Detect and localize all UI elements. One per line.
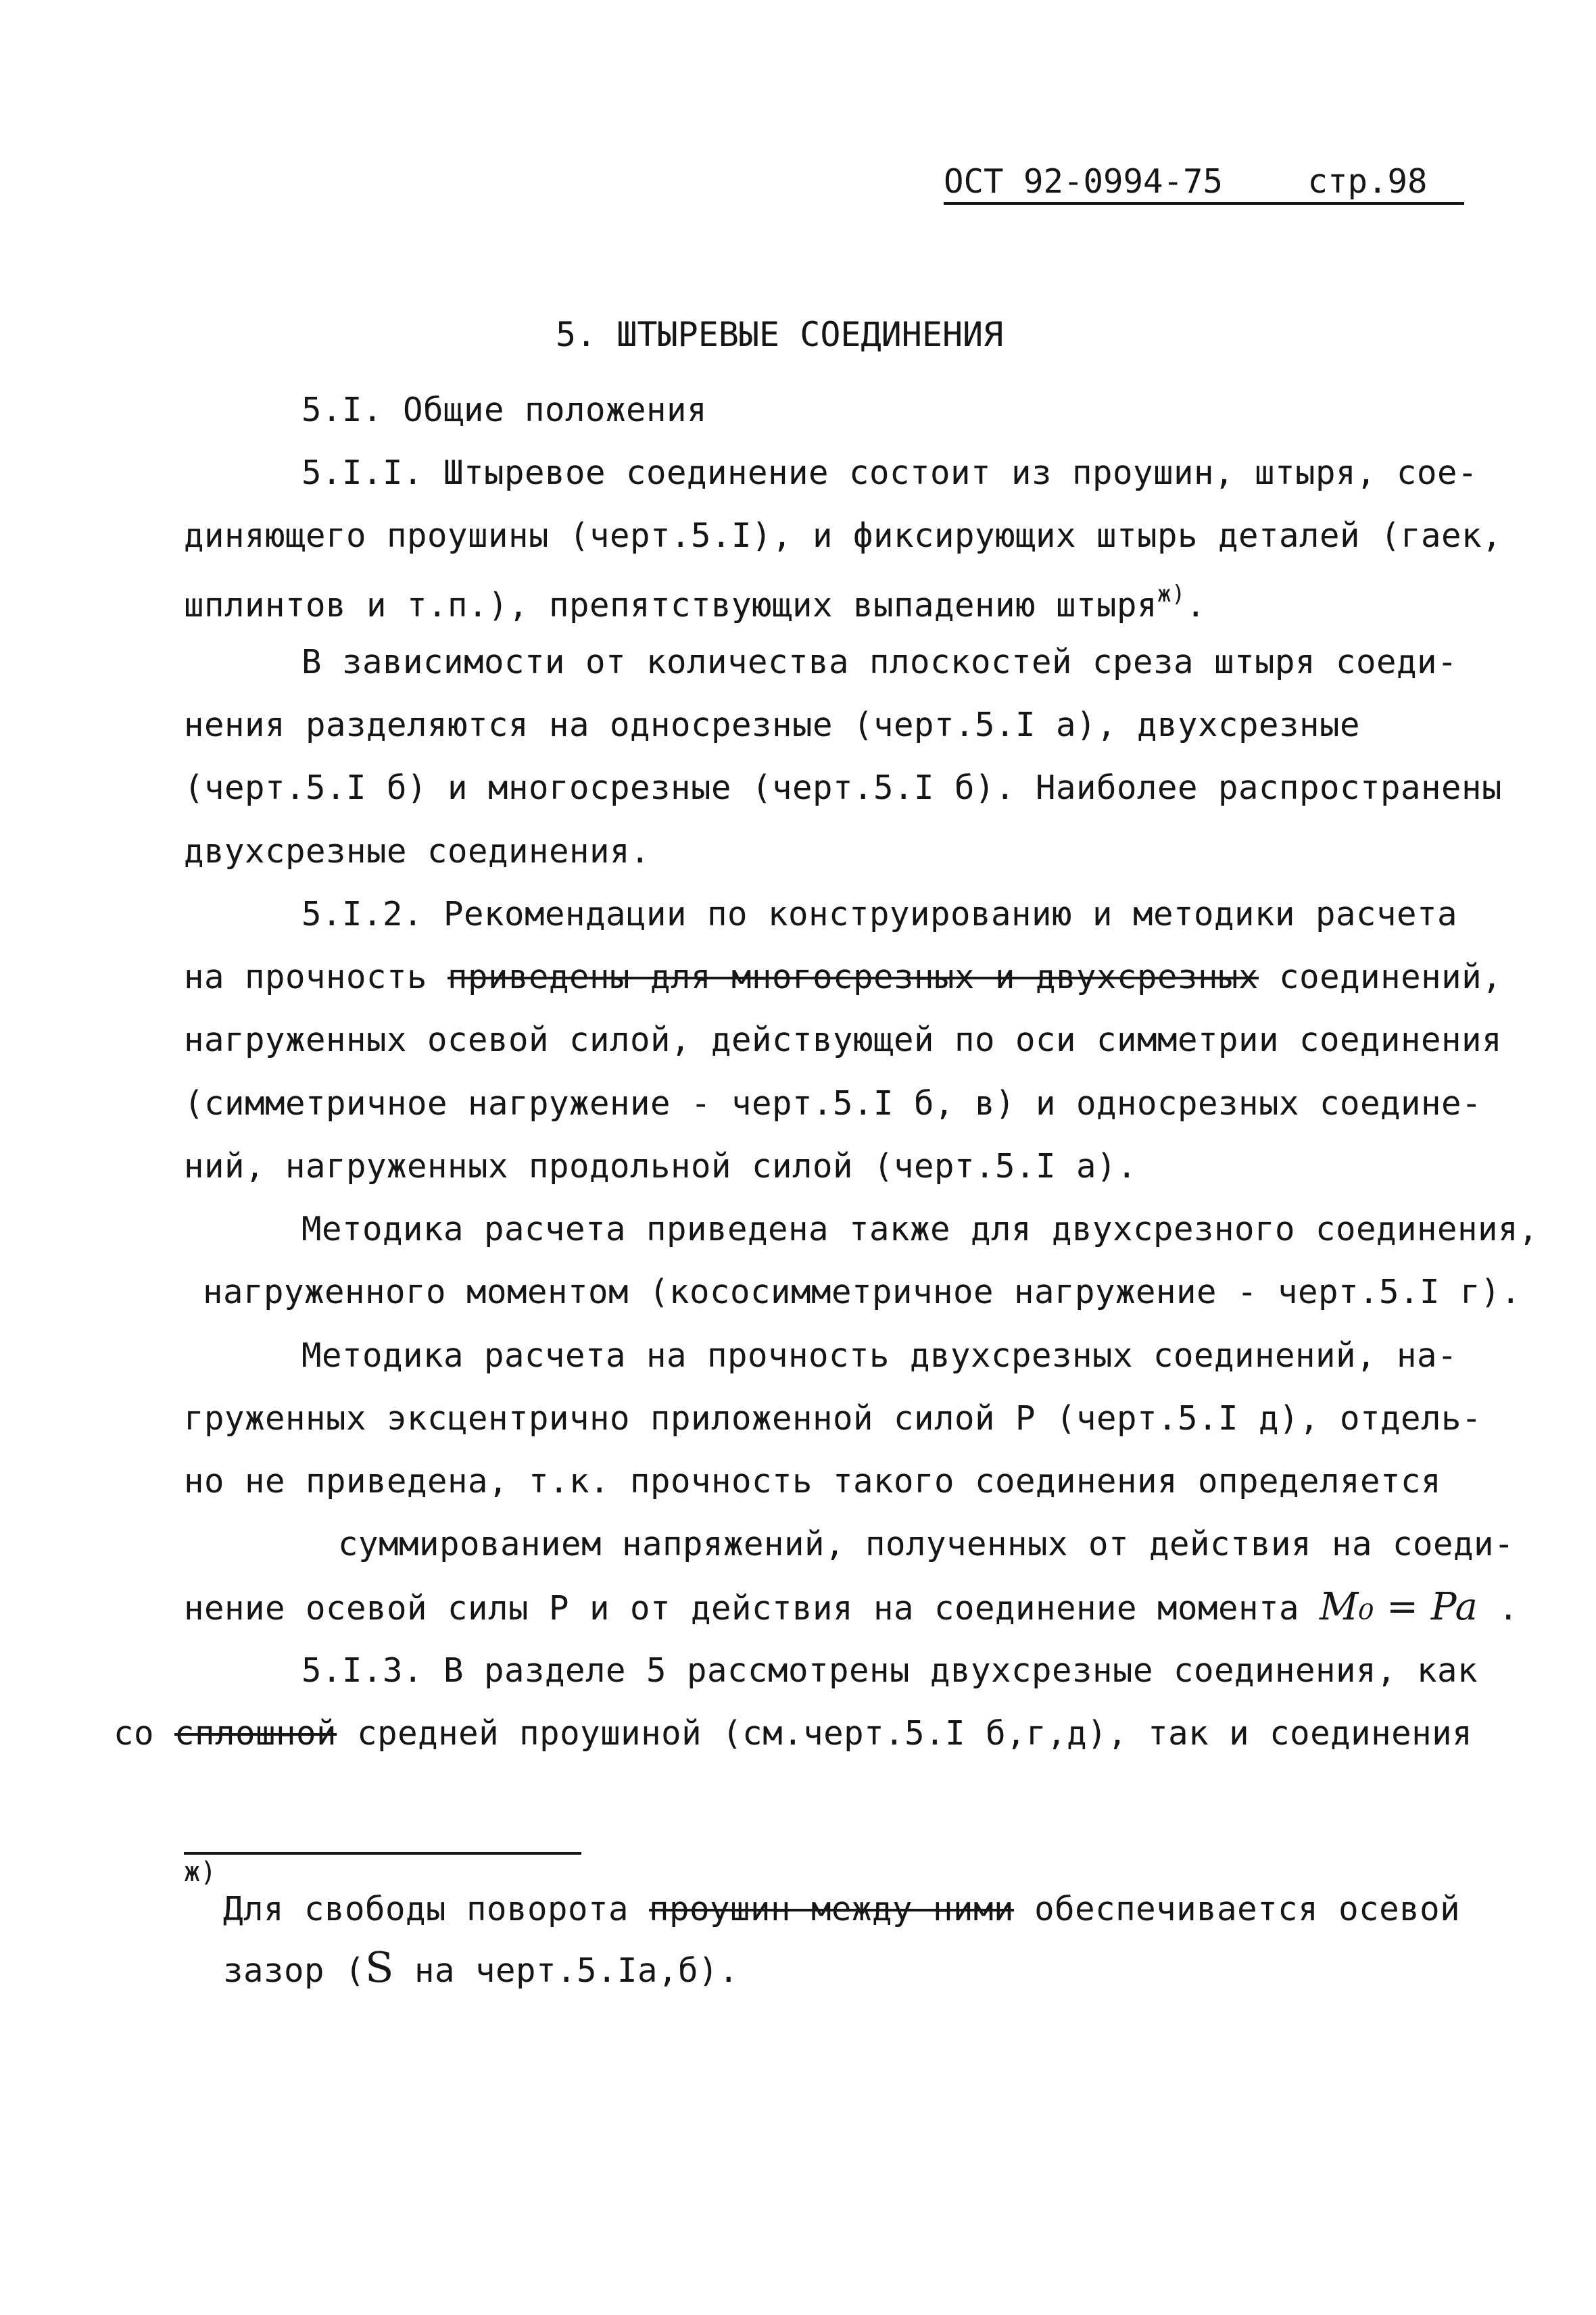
paragraph-line: нагруженных осевой силой, действующей по оси симметрии соединения bbox=[184, 1021, 1503, 1059]
paragraph-text: шплинтов и т.п.), препятствующих выпадению штыря bbox=[184, 586, 1158, 625]
paragraph-text: соединений, bbox=[1279, 958, 1503, 996]
moment-formula: M₀ = Pa bbox=[1320, 1585, 1478, 1629]
paragraph-text: нение осевой силы Р и от действия на соединение момента bbox=[184, 1589, 1300, 1628]
paragraph-line: нения разделяются на односрезные (черт.5.I а), двухсрезные bbox=[184, 706, 1361, 744]
punctuation: . bbox=[1185, 586, 1206, 625]
paragraph-line: ний, нагруженных продольной силой (черт.5.I а). bbox=[184, 1147, 1138, 1186]
footnote-divider bbox=[184, 1852, 581, 1855]
paragraph-line bbox=[184, 581, 1206, 625]
struck-text: приведены для многосрезных и двухсрезных bbox=[448, 958, 1259, 996]
paragraph-text: на прочность bbox=[184, 958, 428, 996]
struck-text: сплошной bbox=[174, 1714, 337, 1753]
section-title: 5. ШТЫРЕВЫЕ СОЕДИНЕНИЯ bbox=[556, 315, 1004, 354]
paragraph-line: двухсрезные соединения. bbox=[184, 832, 651, 871]
paragraph-line: Методика расчета приведена также для двухсрезного соединения, bbox=[301, 1210, 1539, 1248]
paragraph-line: (черт.5.I б) и многосрезные (черт.5.I б). Наиболее распространены bbox=[184, 769, 1503, 807]
punctuation: . bbox=[1498, 1589, 1519, 1628]
footnote-text: обеспечивается осевой bbox=[1034, 1890, 1461, 1928]
footnote-reference: ж) bbox=[1157, 581, 1186, 608]
footnote-text: Для свободы поворота bbox=[223, 1890, 629, 1928]
paragraph-line: диняющего проушины (черт.5.I), и фиксирующих штырь деталей (гаек, bbox=[184, 516, 1503, 555]
footnote-line bbox=[223, 1943, 740, 1992]
struck-text: проушин между ними bbox=[649, 1890, 1015, 1928]
paragraph-line: груженных эксцентрично приложенной силой Р (черт.5.I д), отдель- bbox=[184, 1399, 1482, 1438]
footnote-text: зазор ( bbox=[223, 1951, 366, 1990]
paragraph-line: нагруженного моментом (кососимметричное нагружение - черт.5.I г). bbox=[203, 1273, 1522, 1311]
paragraph-line bbox=[184, 1585, 1519, 1629]
page-number: стр.98 bbox=[1307, 162, 1428, 201]
paragraph-line: 5.I.2. Рекомендации по конструированию и методики расчета bbox=[301, 895, 1458, 933]
subsection-heading: 5.I. Общие положения bbox=[301, 391, 708, 429]
footnote-line bbox=[223, 1890, 1461, 1928]
document-code: ОСТ 92-0994-75 bbox=[944, 162, 1224, 201]
paragraph-text: средней проушиной (см.черт.5.I б,г,д), так и соединения bbox=[357, 1714, 1473, 1753]
paragraph-line bbox=[184, 960, 1502, 994]
paragraph-text: со bbox=[114, 1714, 155, 1753]
paragraph-line: но не приведена, т.к. прочность такого соединения определяется bbox=[184, 1462, 1442, 1501]
paragraph-line: 5.I.I. Штыревое соединение состоит из проушин, штыря, сое- bbox=[301, 454, 1478, 492]
footnote-text: на черт.5.Iа,б). bbox=[414, 1951, 740, 1990]
footnote-mark: ж) bbox=[184, 1857, 217, 1888]
paragraph-line bbox=[114, 1714, 1473, 1753]
paragraph-line: 5.I.3. В разделе 5 рассмотрены двухсрезные соединения, как bbox=[301, 1651, 1478, 1690]
paragraph-line: суммированием напряжений, полученных от действия на соеди- bbox=[338, 1525, 1515, 1563]
paragraph-line: Методика расчета на прочность двухсрезных соединений, на- bbox=[301, 1336, 1458, 1375]
page-header bbox=[944, 162, 1464, 205]
paragraph-line: В зависимости от количества плоскостей среза штыря соеди- bbox=[301, 643, 1458, 681]
paragraph-line: (симметричное нагружение - черт.5.I б, в) и односрезных соедине- bbox=[184, 1084, 1482, 1123]
gap-symbol: S bbox=[365, 1943, 394, 1992]
